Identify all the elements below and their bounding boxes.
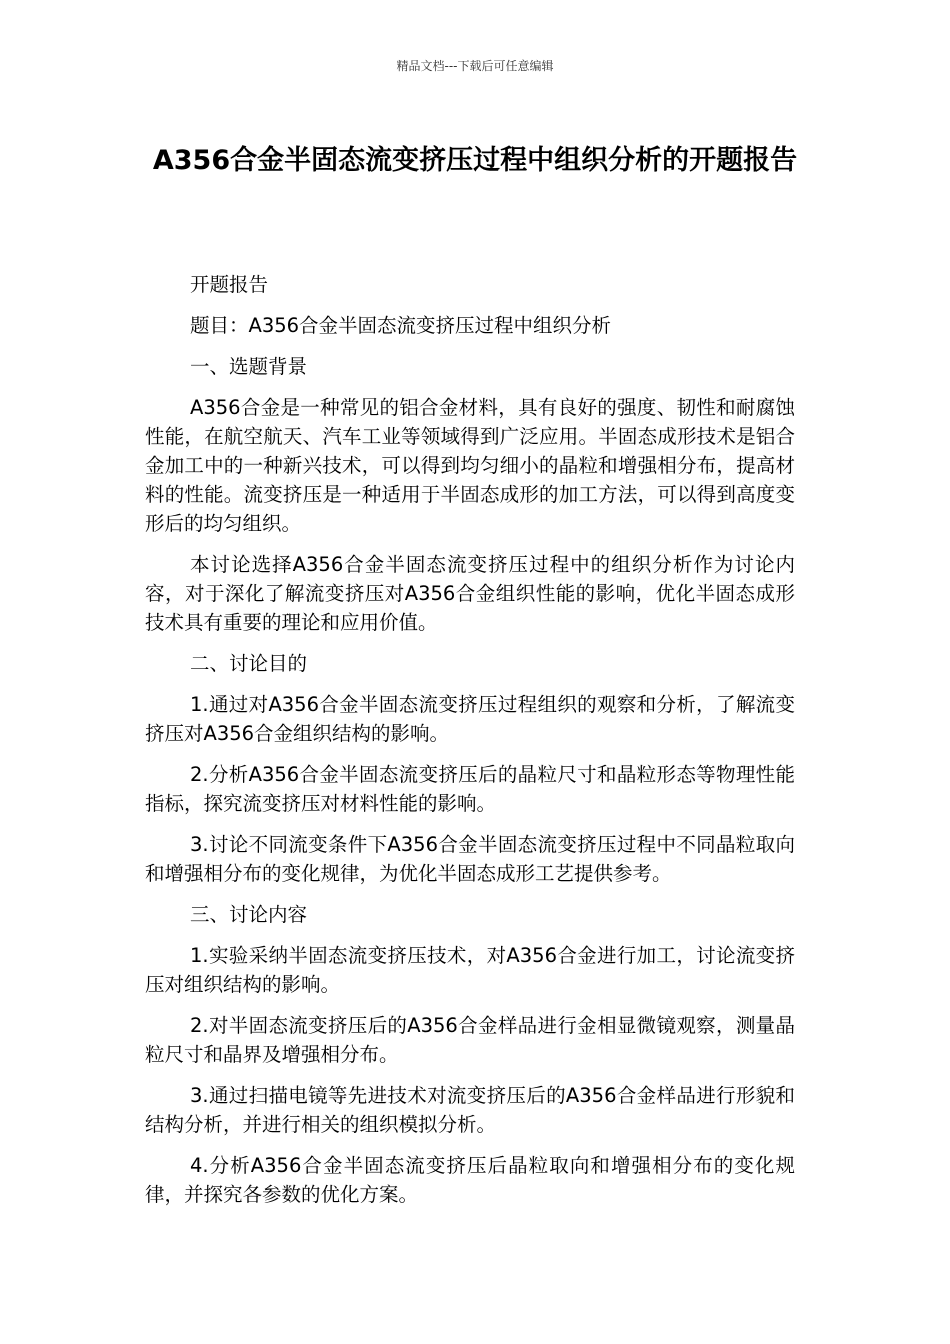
- paragraph-content-4: 4.分析A356合金半固态流变挤压后晶粒取向和增强相分布的变化规律，并探究各参数的优化方案。: [145, 1154, 795, 1206]
- topic-line: 题目：A356合金半固态流变挤压过程中组织分析: [190, 314, 612, 337]
- paragraph-purpose-3: 3.讨论不同流变条件下A356合金半固态流变挤压过程中不同晶粒取向和增强相分布的变化规律，为优化半固态成形工艺提供参考。: [145, 833, 795, 885]
- paragraph-purpose-1: 1.通过对A356合金半固态流变挤压过程组织的观察和分析，了解流变挤压对A356合金组织结构的影响。: [145, 693, 795, 745]
- document-body: [145, 270, 795, 1221]
- paragraph-purpose-2: 2.分析A356合金半固态流变挤压后的晶粒尺寸和晶粒形态等物理性能指标，探究流变挤压对材料性能的影响。: [145, 763, 795, 815]
- section-label-proposal: 开题报告: [190, 273, 269, 296]
- paragraph-content-1: 1.实验采纳半固态流变挤压技术，对A356合金进行加工，讨论流变挤压对组织结构的影响。: [145, 944, 795, 996]
- header-note: 精品文档---下载后可任意编辑: [396, 59, 554, 73]
- section-heading-background: 一、选题背景: [190, 355, 308, 378]
- section-heading-content: 三、讨论内容: [190, 903, 308, 926]
- section-heading-purpose: 二、讨论目的: [190, 652, 308, 675]
- paragraph-background-2: 本讨论选择A356合金半固态流变挤压过程中的组织分析作为讨论内容，对于深化了解流变挤压对A356合金组织性能的影响，优化半固态成形技术具有重要的理论和应用价值。: [145, 553, 795, 634]
- paragraph-content-3: 3.通过扫描电镜等先进技术对流变挤压后的A356合金样品进行形貌和结构分析，并进行相关的组织模拟分析。: [145, 1084, 795, 1136]
- document-title: A356合金半固态流变挤压过程中组织分析的开题报告: [152, 145, 798, 176]
- paragraph-content-2: 2.对半固态流变挤压后的A356合金样品进行金相显微镜观察，测量晶粒尺寸和晶界及增强相分布。: [145, 1014, 795, 1066]
- paragraph-background-1: A356合金是一种常见的铝合金材料，具有良好的强度、韧性和耐腐蚀性能，在航空航天、汽车工业等领域得到广泛应用。半固态成形技术是铝合金加工中的一种新兴技术，可以得到均匀细小的晶粒和增强相分布，提高材料的性能。流变挤压是一种适用于半固态成形的加工方法，可以得到高度变形后的均匀组织。: [145, 396, 795, 535]
